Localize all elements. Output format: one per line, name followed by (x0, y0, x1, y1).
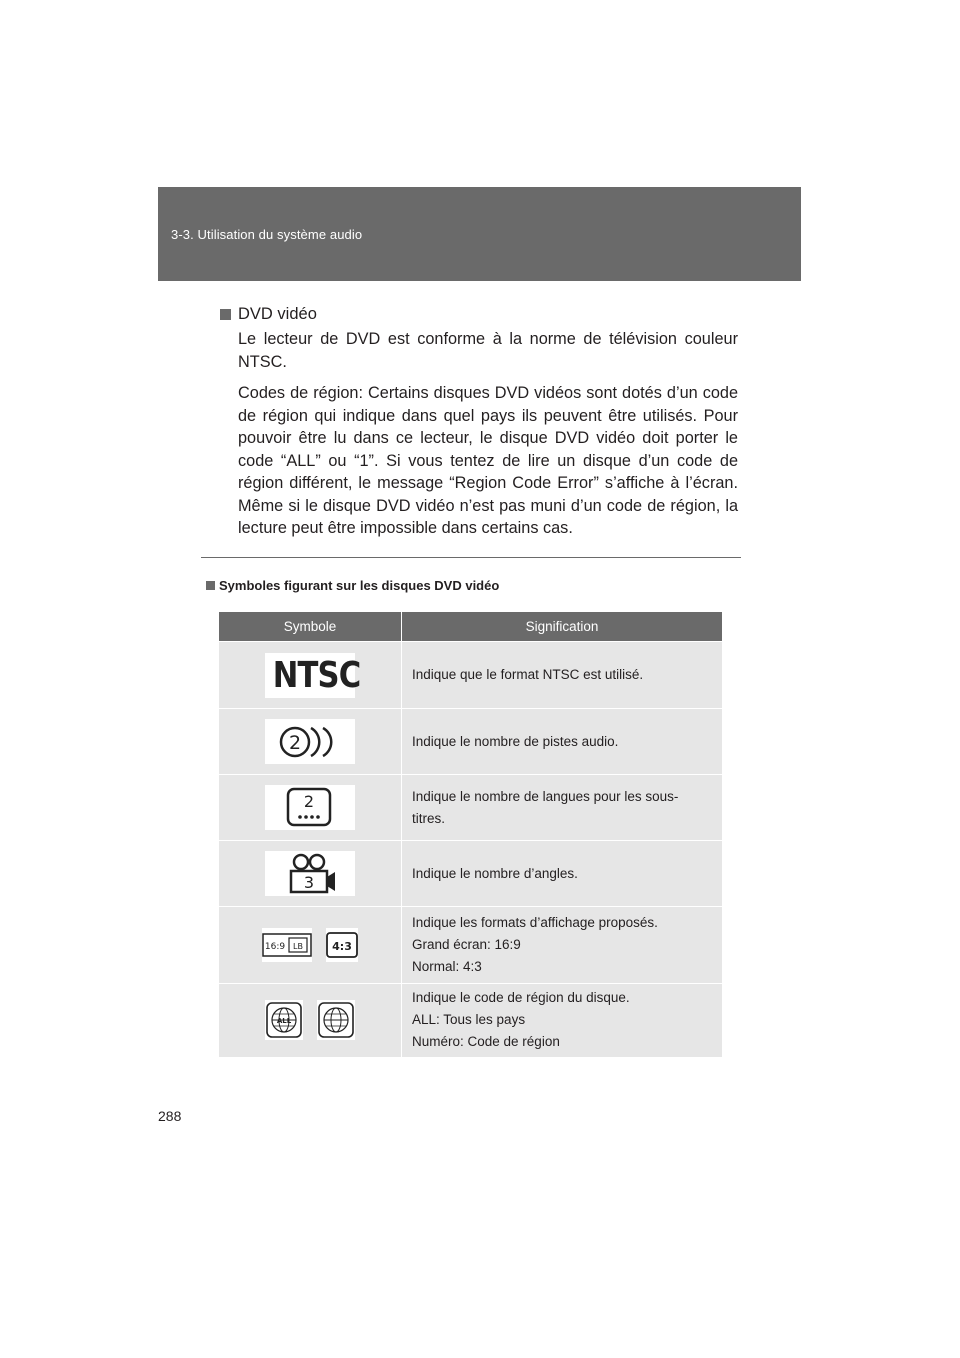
svg-text:ALL: ALL (276, 1017, 292, 1026)
bullet-square-icon (220, 309, 231, 320)
svg-text:LB: LB (293, 942, 303, 951)
bullet-square-icon (206, 581, 215, 590)
meaning-cell: Indique les formats d’affichage proposés. Grand écran: 16:9 Normal: 4:3 (402, 907, 723, 984)
svg-text:4:3: 4:3 (332, 940, 352, 953)
symbol-cell (219, 907, 402, 984)
svg-text:2: 2 (288, 732, 302, 754)
meaning-cell: Indique le nombre d’angles. (402, 841, 723, 907)
table-row (219, 984, 722, 1057)
dvd-video-heading (220, 305, 738, 324)
symbol-cell (219, 642, 402, 709)
symbols-subheading (206, 578, 499, 593)
ntsc-paragraph: Le lecteur de DVD est conforme à la norme de télévision couleur NTSC. (238, 330, 738, 371)
symbol-cell (219, 775, 402, 841)
symbol-cell (219, 709, 402, 775)
svg-text:16:9: 16:9 (264, 942, 286, 952)
widescreen-lb-icon (262, 928, 312, 962)
meaning-cell: Indique le nombre de pistes audio. (402, 709, 723, 775)
subtitles-icon (265, 785, 355, 830)
symbols-table (219, 612, 722, 1057)
symbol-cell (219, 841, 402, 907)
table-row (219, 907, 722, 984)
section-title: 3-3. Utilisation du système audio (171, 227, 363, 242)
svg-text:2: 2 (303, 792, 315, 811)
svg-text:3: 3 (303, 873, 315, 892)
globe-number-icon (317, 1000, 355, 1040)
meaning-cell: Indique le code de région du disque. ALL: Tous les pays Numéro: Code de région (402, 984, 723, 1057)
symbols-subheading-text: Symboles figurant sur les disques DVD vidéo (219, 578, 500, 593)
table-row (219, 642, 722, 709)
header-band (158, 187, 801, 281)
standard-4-3-icon (326, 928, 358, 962)
globe-all-icon (265, 1000, 303, 1040)
region-globe-icon (219, 1000, 401, 1040)
column-header-symbol: Symbole (219, 612, 402, 642)
meaning-cell: Indique que le format NTSC est utilisé. (402, 642, 723, 709)
table-row (219, 709, 722, 775)
column-header-meaning: Signification (402, 612, 723, 642)
page-number: 288 (158, 1108, 182, 1124)
dvd-video-heading-text: DVD vidéo (238, 305, 317, 323)
audio-tracks-icon (265, 719, 355, 764)
table-row (219, 775, 722, 841)
table-row (219, 841, 722, 907)
symbol-cell (219, 984, 402, 1057)
meaning-cell: Indique le nombre de langues pour les sous- titres. (402, 775, 723, 841)
aspect-ratio-icon (219, 928, 401, 962)
divider (201, 557, 741, 558)
ntsc-logo-icon: NTSC (265, 653, 355, 698)
dvd-video-section (220, 305, 738, 549)
region-code-paragraph: Codes de région: Certains disques DVD vidéos sont dotés d’un code de région qui indique dans quel pays ils peuvent être utilisés. Pour pouvoir être lu dans ce lecteur, le disque DVD vidéo doit porter le code “ALL” ou “1”. Si vous tentez de lire un disque d’un code de région différent, le message “Region Code Error” s’affiche à l’écran. Même si le disque DVD vidéo n’est pas muni d’un code de région, la lecture peut être impossible dans certains cas. (238, 384, 738, 537)
camera-angles-icon (265, 851, 355, 896)
